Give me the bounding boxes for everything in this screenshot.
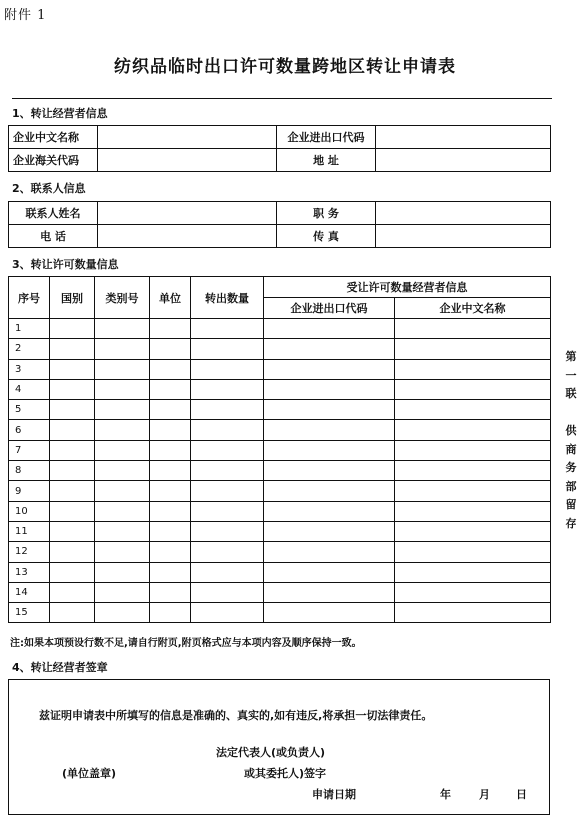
cell-transferee-code[interactable] <box>264 542 395 562</box>
fax-field[interactable] <box>376 225 551 248</box>
cell-transferee-code[interactable] <box>264 440 395 460</box>
cell-country[interactable] <box>50 603 95 623</box>
seal-label: (单位盖章) <box>62 767 117 780</box>
cell-transferee-code[interactable] <box>264 420 395 440</box>
row-seq-number: 2 <box>9 339 50 359</box>
cell-transferee-code[interactable] <box>264 339 395 359</box>
phone-field[interactable] <box>98 225 277 248</box>
month-label: 月 <box>479 788 490 801</box>
row-seq-number: 5 <box>9 400 50 420</box>
cell-category[interactable] <box>95 521 150 541</box>
row-seq-number: 12 <box>9 542 50 562</box>
cell-transferee-code[interactable] <box>264 319 395 339</box>
cell-unit[interactable] <box>150 339 191 359</box>
table-row <box>9 339 551 359</box>
cell-unit[interactable] <box>150 582 191 602</box>
trade-code-label: 企业进出口代码 <box>277 126 376 149</box>
side-note-char: 存 <box>565 516 577 530</box>
cell-quantity[interactable] <box>191 420 264 440</box>
cell-transferee-code[interactable] <box>264 521 395 541</box>
table-row <box>9 440 551 460</box>
cell-country[interactable] <box>50 339 95 359</box>
cell-quantity[interactable] <box>191 481 264 501</box>
cell-unit[interactable] <box>150 501 191 521</box>
row-seq-number: 9 <box>9 481 50 501</box>
cell-transferee-code[interactable] <box>264 603 395 623</box>
address-field[interactable] <box>376 149 551 172</box>
col-transferee-name: 企业中文名称 <box>395 298 551 319</box>
col-country: 国别 <box>50 277 95 319</box>
trade-code-field[interactable] <box>376 126 551 149</box>
cell-category[interactable] <box>95 379 150 399</box>
side-note-char: 部 <box>565 479 577 493</box>
title-rule <box>12 98 552 99</box>
table-row <box>9 521 551 541</box>
cell-transferee-code[interactable] <box>264 359 395 379</box>
cell-quantity[interactable] <box>191 319 264 339</box>
cell-country[interactable] <box>50 400 95 420</box>
cell-unit[interactable] <box>150 562 191 582</box>
row-seq-number: 6 <box>9 420 50 440</box>
cell-quantity[interactable] <box>191 400 264 420</box>
cell-quantity[interactable] <box>191 603 264 623</box>
cell-category[interactable] <box>95 461 150 481</box>
side-note-char: 联 <box>565 387 577 400</box>
cell-country[interactable] <box>50 481 95 501</box>
cell-transferee-code[interactable] <box>264 481 395 501</box>
cell-category[interactable] <box>95 542 150 562</box>
cell-transferee-name[interactable] <box>395 542 551 562</box>
table-row <box>9 359 551 379</box>
cell-quantity[interactable] <box>191 379 264 399</box>
cell-country[interactable] <box>50 562 95 582</box>
row-seq-number: 10 <box>9 501 50 521</box>
cell-category[interactable] <box>95 501 150 521</box>
cell-transferee-code[interactable] <box>264 400 395 420</box>
col-transferee: 受让许可数量经营者信息 <box>264 277 551 298</box>
cell-transferee-name[interactable] <box>395 400 551 420</box>
side-note-char: 供 <box>565 424 577 437</box>
col-unit: 单位 <box>150 277 191 319</box>
cell-transferee-name[interactable] <box>395 562 551 582</box>
address-label: 地 址 <box>277 149 376 172</box>
cell-country[interactable] <box>50 319 95 339</box>
col-transferee-code: 企业进出口代码 <box>264 298 395 319</box>
side-note-char: 第 <box>565 350 577 363</box>
cell-transferee-code[interactable] <box>264 379 395 399</box>
table-row <box>9 461 551 481</box>
day-label: 日 <box>516 788 527 801</box>
col-quantity: 转出数量 <box>191 277 264 319</box>
phone-label: 电 话 <box>9 225 98 248</box>
table-row <box>9 562 551 582</box>
side-note-char: 务 <box>565 461 577 474</box>
position-label: 职 务 <box>277 202 376 225</box>
cell-quantity[interactable] <box>191 461 264 481</box>
cell-category[interactable] <box>95 562 150 582</box>
cell-unit[interactable] <box>150 481 191 501</box>
cell-category[interactable] <box>95 603 150 623</box>
cell-transferee-name[interactable] <box>395 603 551 623</box>
cell-country[interactable] <box>50 521 95 541</box>
cell-category[interactable] <box>95 420 150 440</box>
row-seq-number: 15 <box>9 603 50 623</box>
cell-transferee-name[interactable] <box>395 521 551 541</box>
side-note-char: 商 <box>565 442 577 456</box>
table-row <box>9 582 551 602</box>
table-row <box>9 603 551 623</box>
contact-name-field[interactable] <box>98 202 277 225</box>
cell-transferee-name[interactable] <box>395 339 551 359</box>
section1-heading: 1、转让经营者信息 <box>12 107 108 120</box>
cell-quantity[interactable] <box>191 339 264 359</box>
customs-code-field[interactable] <box>98 149 277 172</box>
cell-category[interactable] <box>95 359 150 379</box>
cell-category[interactable] <box>95 400 150 420</box>
cell-country[interactable] <box>50 359 95 379</box>
row-seq-number: 11 <box>9 521 50 541</box>
cell-transferee-name[interactable] <box>395 420 551 440</box>
table-row <box>9 400 551 420</box>
table-row <box>9 319 551 339</box>
cell-unit[interactable] <box>150 542 191 562</box>
cell-country[interactable] <box>50 582 95 602</box>
quota-transfer-table <box>8 276 551 623</box>
declaration-text: 兹证明申请表中所填写的信息是准确的、真实的,如有违反,将承担一切法律责任。 <box>39 709 433 722</box>
row-seq-number: 1 <box>9 319 50 339</box>
row-seq-number: 8 <box>9 461 50 481</box>
cell-unit[interactable] <box>150 461 191 481</box>
cell-quantity[interactable] <box>191 359 264 379</box>
cell-quantity[interactable] <box>191 440 264 460</box>
cell-transferee-code[interactable] <box>264 501 395 521</box>
cell-quantity[interactable] <box>191 542 264 562</box>
cell-transferee-code[interactable] <box>264 582 395 602</box>
position-field[interactable] <box>376 202 551 225</box>
cell-category[interactable] <box>95 582 150 602</box>
table-row <box>9 379 551 399</box>
row-seq-number: 4 <box>9 379 50 399</box>
footnote: 注:如果本项预设行数不足,请自行附页,附页格式应与本项内容及顺序保持一致。 <box>10 638 362 649</box>
date-label: 申请日期 <box>312 788 356 801</box>
year-label: 年 <box>440 788 451 801</box>
cell-transferee-code[interactable] <box>264 461 395 481</box>
row-seq-number: 7 <box>9 440 50 460</box>
delegate-signature-label: 或其委托人)签字 <box>244 767 327 780</box>
table-row <box>9 420 551 440</box>
cell-transferee-name[interactable] <box>395 359 551 379</box>
cell-category[interactable] <box>95 319 150 339</box>
cell-transferee-name[interactable] <box>395 319 551 339</box>
cell-country[interactable] <box>50 440 95 460</box>
section2-heading: 2、联系人信息 <box>12 182 86 195</box>
row-seq-number: 3 <box>9 359 50 379</box>
table-row <box>9 501 551 521</box>
transferor-info-table <box>8 125 551 172</box>
cell-quantity[interactable] <box>191 582 264 602</box>
cell-unit[interactable] <box>150 521 191 541</box>
cell-transferee-name[interactable] <box>395 582 551 602</box>
section4-heading: 4、转让经营者签章 <box>12 661 108 674</box>
copy-retention-note <box>564 348 578 533</box>
contact-info-table <box>8 201 551 248</box>
cell-category[interactable] <box>95 440 150 460</box>
cell-transferee-code[interactable] <box>264 562 395 582</box>
form-title: 纺织品临时出口许可数量跨地区转让申请表 <box>114 57 456 77</box>
cell-transferee-name[interactable] <box>395 481 551 501</box>
cell-country[interactable] <box>50 379 95 399</box>
section3-heading: 3、转让许可数量信息 <box>12 258 119 271</box>
cell-transferee-name[interactable] <box>395 461 551 481</box>
cell-unit[interactable] <box>150 603 191 623</box>
cell-unit[interactable] <box>150 420 191 440</box>
cell-unit[interactable] <box>150 379 191 399</box>
cell-quantity[interactable] <box>191 501 264 521</box>
cell-transferee-name[interactable] <box>395 440 551 460</box>
cell-unit[interactable] <box>150 440 191 460</box>
cell-quantity[interactable] <box>191 521 264 541</box>
cell-unit[interactable] <box>150 359 191 379</box>
cn-name-field[interactable] <box>98 126 277 149</box>
cell-category[interactable] <box>95 339 150 359</box>
cell-unit[interactable] <box>150 319 191 339</box>
cell-transferee-name[interactable] <box>395 379 551 399</box>
cell-country[interactable] <box>50 461 95 481</box>
cell-country[interactable] <box>50 542 95 562</box>
attachment-label: 附件 1 <box>4 8 47 23</box>
cell-transferee-name[interactable] <box>395 501 551 521</box>
contact-name-label: 联系人姓名 <box>9 202 98 225</box>
table-row <box>9 542 551 562</box>
cn-name-label: 企业中文名称 <box>9 126 98 149</box>
cell-country[interactable] <box>50 420 95 440</box>
col-category: 类别号 <box>95 277 150 319</box>
cell-quantity[interactable] <box>191 562 264 582</box>
table-row <box>9 481 551 501</box>
row-seq-number: 13 <box>9 562 50 582</box>
customs-code-label: 企业海关代码 <box>9 149 98 172</box>
row-seq-number: 14 <box>9 582 50 602</box>
side-note-char: 留 <box>565 498 577 511</box>
cell-country[interactable] <box>50 501 95 521</box>
side-note-char: 一 <box>565 368 577 382</box>
cell-category[interactable] <box>95 481 150 501</box>
legal-rep-label: 法定代表人(或负责人) <box>216 746 326 759</box>
fax-label: 传 真 <box>277 225 376 248</box>
cell-unit[interactable] <box>150 400 191 420</box>
side-note-char <box>564 404 578 423</box>
col-seq: 序号 <box>9 277 50 319</box>
